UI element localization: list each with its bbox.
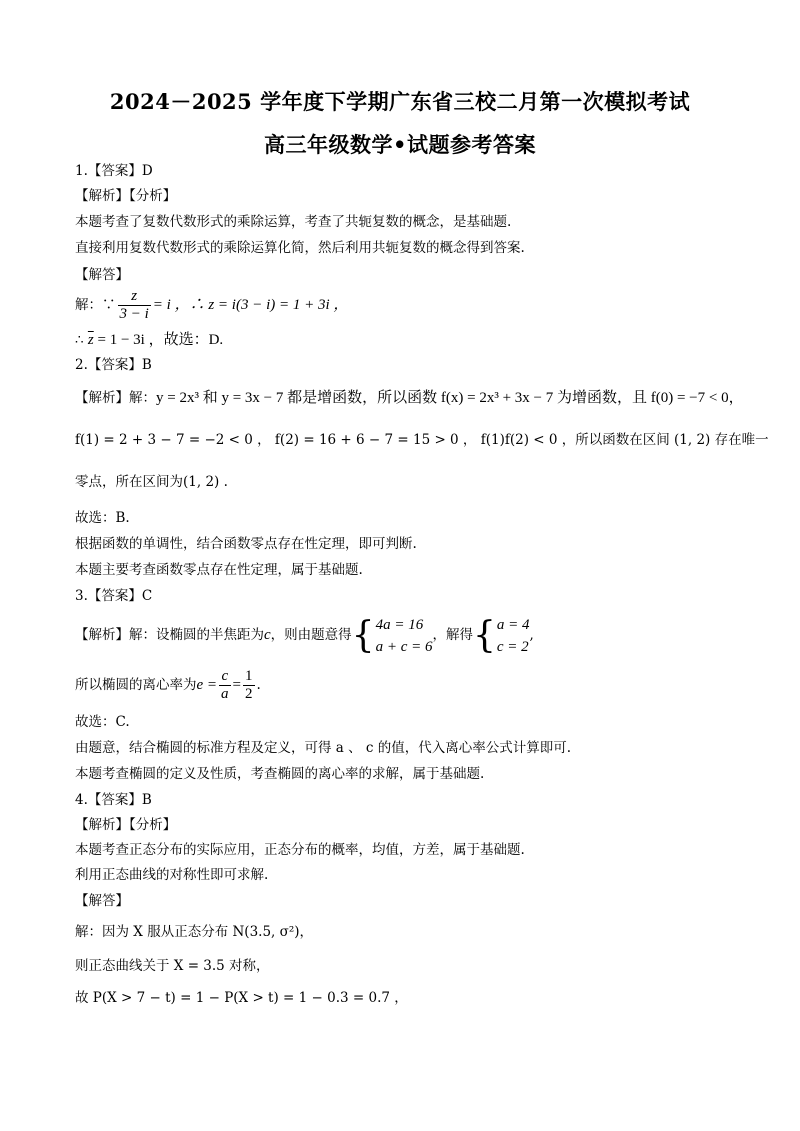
q1-fraction: [118, 288, 151, 323]
q1-therefore: ∴: [75, 332, 88, 348]
q1-answer: 1.【答案】D: [75, 163, 153, 179]
q1-frac-den: 3 − i: [119, 306, 149, 322]
q1-analysis-tag: 【解析】【分析】: [75, 188, 177, 204]
q3-sys1-top: 4a = 16: [375, 616, 424, 633]
q3-frac2-num: 1: [245, 668, 253, 684]
q1-solution-tag: 【解答】: [75, 267, 129, 283]
q3-frac-half: [243, 668, 255, 703]
q3-text-a: 【解析】解：设椭圆的半焦距为: [75, 627, 264, 643]
page-title: 2024－2025 学年度下学期广东省三校二月第一次模拟考试: [109, 89, 691, 114]
q2-answer: 2.【答案】B: [75, 357, 152, 373]
q1-analysis-1: 本题考查了复数代数形式的乘除运算，考查了共轭复数的概念，是基础题.: [75, 214, 512, 230]
page-subtitle: 高三年级数学•试题参考答案: [264, 132, 536, 157]
q1-frac-num: z: [118, 288, 151, 306]
q1-solution-line-1: [75, 288, 348, 323]
q2-line-3: 零点，所在区间为(1, 2) .: [75, 474, 228, 490]
q3-sys2-top: a = 4: [496, 616, 530, 633]
q1-solution-line-2: [75, 331, 223, 349]
q2-comment-2: 本题主要考查函数零点存在性定理，属于基础题.: [75, 562, 363, 578]
q3-line-2: 所以椭圆的离心率为e = $\frac{c}{a}$ = $\frac{1}{2}$ .: [75, 668, 261, 702]
q3-text-b: ，则由题意得: [270, 627, 352, 643]
left-brace-icon: {: [351, 614, 375, 656]
left-brace-icon: {: [472, 614, 496, 656]
q3-text-end: ,: [529, 627, 534, 643]
q2-choose: 故选：B.: [75, 510, 130, 526]
q3-frac1-num: c: [219, 668, 231, 686]
q2-tag: 【解析】解：: [75, 390, 156, 406]
q3-line-1: [75, 613, 534, 658]
q3-comment-1: 由题意，结合椭圆的标准方程及定义，可得 a 、 c 的值，代入离心率公式计算即可.: [75, 740, 572, 756]
q3-ecc-text: 所以椭圆的离心率为: [75, 677, 197, 693]
q4-solution-2: 则正态曲线关于 X = 3.5 对称，: [75, 958, 270, 974]
q1-sol-eq: = i ，∴ z = i(3 − i) = 1 + 3i ，: [152, 297, 349, 313]
q2-line-2: f(1) = 2 + 3 − 7 = −2 < 0 ， f(2) = 16 + 6 − 7 = 15 > 0 ， f(1)f(2) < 0 ，所以函数在区间 (1, 2) 存在唯一: [75, 432, 769, 448]
q2-line-1-text: y = 2x³ 和 y = 3x − 7 都是增函数，所以函数 f(x) = 2x³ + 3x − 7 为增函数，且 f(0) = −7 < 0，: [156, 390, 744, 406]
q4-analysis-tag: 【解析】【分析】: [75, 817, 177, 833]
q3-sys1-bot: a + c = 6: [375, 638, 433, 655]
q4-analysis-1: 本题考查正态分布的实际应用，正态分布的概率，均值，方差，属于基础题.: [75, 842, 525, 858]
q4-analysis-2: 利用正态曲线的对称性即可求解.: [75, 867, 269, 883]
q3-frac-ca: [219, 668, 231, 703]
q3-frac1-den: a: [221, 686, 229, 702]
q3-var-c: c: [264, 627, 271, 643]
q1-sol-prefix: 解：∵: [75, 297, 116, 313]
q1-analysis-2: 直接利用复数代数形式的乘除运算化简，然后利用共轭复数的概念得到答案.: [75, 240, 525, 256]
q3-text-c: ，解得: [432, 627, 473, 643]
q2-comment-1: 根据函数的单调性，结合函数零点存在性定理，即可判断.: [75, 536, 417, 552]
q3-answer: 3.【答案】C: [75, 588, 153, 604]
q3-comment-2: 本题考查椭圆的定义及性质，考查椭圆的离心率的求解，属于基础题.: [75, 766, 485, 782]
q3-system-2: [497, 614, 530, 658]
q3-ecc-end: .: [256, 677, 261, 693]
q4-solution-3: 故 P(X > 7 − t) = 1 − P(X > t) = 1 − 0.3 = 0.7 ，: [75, 990, 408, 1006]
q4-answer: 4.【答案】B: [75, 792, 152, 808]
q4-solution-1: 解：因为 X 服从正态分布 N(3.5, σ²)，: [75, 924, 314, 940]
q3-frac2-den: 2: [245, 686, 253, 702]
q4-solution-tag: 【解答】: [75, 893, 129, 909]
q3-choose: 故选：C.: [75, 714, 130, 730]
q3-system-1: [376, 614, 433, 658]
q1-result: = 1 − 3i ，故选：D.: [93, 332, 224, 348]
q3-sys2-bot: c = 2: [496, 638, 529, 655]
q2-line-1: [75, 389, 744, 407]
q3-ecc-e: e =: [196, 677, 218, 693]
q1-zbar: $\overline{z}$: [87, 332, 94, 348]
